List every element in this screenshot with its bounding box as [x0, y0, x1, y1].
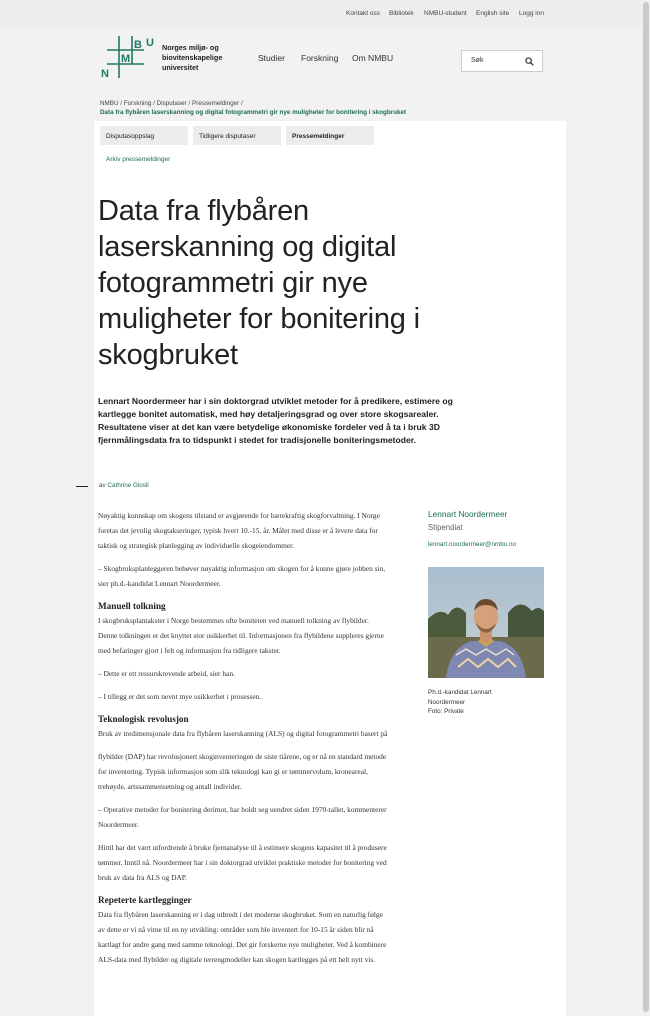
body-paragraph: Nøyaktig kunnskap om skogens tilstand er avgjørende for bærekraftig skogforvaltning. I Norge foretas det jevnlig skogtakseringer, typisk hvert 10.-15. år. Målet med disse er å levere data for taktisk og strategisk planlegging av individuelle skogeiendommer.	[98, 511, 380, 550]
photo-credit: Foto: Private	[428, 708, 464, 716]
article-title-line: fotogrammetri gir nye	[98, 267, 368, 299]
logo-name-line: universitet	[162, 63, 199, 72]
logo-letter-m: M	[121, 53, 131, 65]
top-link-contact[interactable]: Kontakt oss	[346, 10, 380, 17]
section-heading: Manuell tolkning	[98, 601, 166, 611]
section-heading: Teknologisk revolusjon	[98, 714, 189, 724]
logo-name-line: Norges miljø- og	[162, 43, 219, 52]
logo-letter-u: U	[146, 37, 154, 49]
body-paragraph: Bruk av tredimensjonale data fra flybåren laserskanning (ALS) og digital fotogrammetri basert på	[98, 729, 388, 738]
section-heading: Repeterte kartlegginger	[98, 895, 192, 905]
logo-name-line: biovitenskapelige	[162, 53, 223, 62]
article-body	[98, 508, 388, 975]
top-link-library[interactable]: Bibliotek	[389, 10, 414, 17]
nav-studier[interactable]: Studier	[258, 53, 285, 63]
body-paragraph: – Operative metoder for bonitering derimot, har holdt seg uendret siden 1970-tallet, kommenterer Noordermeer.	[98, 805, 387, 829]
body-paragraph: – I tillegg er det som nevnt mye usikkerhet i prosessen.	[98, 692, 262, 701]
contact-email[interactable]: lennart.noordermeer@nmbu.no	[428, 541, 516, 548]
nav-forskning[interactable]: Forskning	[301, 53, 339, 63]
article-title-line: Data fra flybåren	[98, 195, 309, 227]
article-title-line: skogbruket	[98, 339, 238, 371]
article-byline	[99, 482, 149, 489]
search-icon[interactable]	[525, 57, 534, 66]
body-paragraph: I skogbruksplantakster i Norge bestemmes ofte boniteten ved manuell tolkning av flybilder. Denne tolkningen er det knyttet stor usikkerhet til. Informasjonen fra flybildene suppleres gjerne med befaringer gjort i felt og informasjon fra tidligere takster.	[98, 616, 384, 655]
logo-letter-n: N	[101, 68, 109, 80]
scrollbar[interactable]	[642, 0, 650, 1016]
tab-pressemeldinger[interactable]: Pressemeldinger	[286, 126, 374, 145]
article-lead: Lennart Noordermeer har i sin doktorgrad utviklet metoder for å predikere, estimere og kartlegge bonitet automatisk, med høy detaljeringsgrad og over store skogsarealer. Resultatene viser at det kan være betydelige økonomiske fordeler ved å ta i bruk 3D fjernmålingsdata fra to tidspunkt i stedet for tradisjonelle boniteringsmetoder.	[98, 396, 453, 445]
caption-line: Noordermeer	[428, 698, 466, 706]
breadcrumb-current: Data fra flybåren laserskanning og digital fotogrammetri gir nye muligheter for bonitering i skogbruket	[100, 109, 407, 116]
photo-caption	[428, 688, 528, 717]
breadcrumb[interactable]: NMBU / Forskning / Disputaser / Pressemeldinger /	[100, 100, 243, 107]
body-paragraph: Hittil har det vært utfordrende å bruke fjernanalyse til å estimere skogens kapasitet til å produsere tømmer. Inntil nå. Noordermeer har i sin doktorgrad utviklet praktiske metoder for bonitering ved bruk av data fra ALS og DAP.	[98, 843, 387, 882]
scrollbar-thumb[interactable]	[643, 2, 649, 1012]
top-bar	[0, 0, 650, 28]
author-link[interactable]: Cathrine Glosli	[107, 482, 149, 489]
author-dash	[76, 486, 88, 487]
top-link-student[interactable]: NMBU-student	[424, 10, 467, 17]
article-title-line: laserskanning og digital	[98, 231, 397, 263]
tab-disputasoppslag[interactable]: Disputasoppslag	[100, 126, 188, 145]
portrait-photo	[428, 567, 544, 678]
body-paragraph: flybilder (DAP) har revolusjonert skoginventeringen de siste tiårene, og er nå en standard metode for inventering. Typisk informasjon som slik teknologi kan gi er tømmervolum, kroneareal, trehøyde, artssammensetning og antall individer.	[98, 752, 387, 791]
logo-name[interactable]	[162, 43, 222, 73]
top-link-english[interactable]: English site	[476, 10, 510, 17]
caption-line: Ph.d.-kandidat Lennart	[428, 689, 492, 696]
archive-link[interactable]: Arkiv pressemeldinger	[106, 156, 171, 163]
article-title-line: muligheter for bonitering i	[98, 303, 420, 335]
body-paragraph: – Dette er ett ressurskrevende arbeid, sier han.	[98, 669, 235, 678]
search-box[interactable]	[461, 50, 543, 72]
tab-tidligere-disputaser[interactable]: Tidligere disputaser	[193, 126, 281, 145]
search-label: Søk	[471, 57, 484, 64]
nmbu-logo[interactable]	[99, 34, 157, 80]
contact-name[interactable]: Lennart Noordermeer	[428, 509, 508, 519]
nav-om-nmbu[interactable]: Om NMBU	[352, 53, 394, 63]
article-title	[98, 193, 458, 373]
byline-prefix: av	[99, 482, 106, 489]
contact-role: Stipendiat	[428, 523, 463, 532]
logo-letter-b: B	[134, 39, 142, 51]
top-link-login[interactable]: Logg inn	[519, 10, 544, 17]
body-paragraph: – Skogbruksplanleggeren behøver nøyaktig informasjon om skogen for å kunne gjøre jobben sin, sier ph.d.-kandidat Lennart Noordermeer.	[98, 564, 386, 588]
body-paragraph: Data fra flybåren laserskanning er i dag utbredt i det moderne skogbruket. Som en naturlig følge av dette er vi nå vitne til en ny utvikling: områder som ble inventert for 10-15 år siden blir nå kartlagt for andre gang med samme teknologi. Det gir forskerne nye muligheter. Ved å kombinere ALS-data med flybilder og digitale terrengmodeller kan skogen kartlegges på ett helt nytt vis.	[98, 910, 387, 964]
